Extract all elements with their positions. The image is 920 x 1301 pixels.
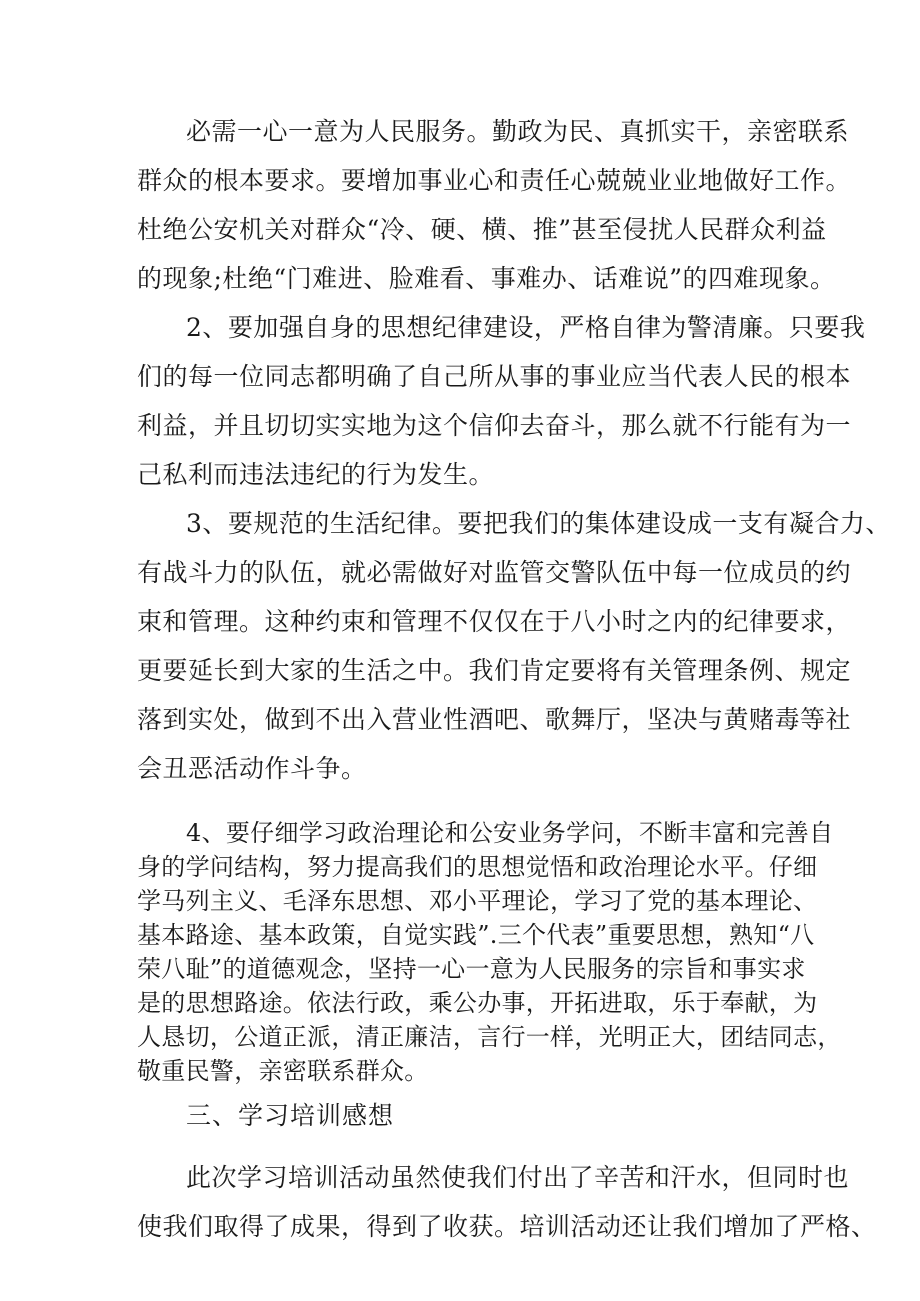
paragraph-line: 4、要仔细学习政治理论和公安业务学问，不断丰富和完善自 (186, 819, 834, 847)
paragraph-line: 人恳切，公道正派，清正廉洁，言行一样，光明正大，团结同志， (137, 1023, 842, 1051)
paragraph-line: 必需一心一意为人民服务。勤政为民、真抓实干，亲密联系 (186, 117, 850, 146)
paragraph-line: 学马列主义、毛泽东思想、邓小平理论，学习了党的基本理论、 (137, 887, 818, 915)
paragraph-line: 2、要加强自身的思想纪律建设，严格自律为警清廉。只要我 (186, 313, 866, 342)
paragraph-line: 基本路途、基本政策，自觉实践”.三个代表”重要思想，熟知“八 (137, 921, 815, 949)
paragraph-line: 此次学习培训活动虽然使我们付出了辛苦和汗水，但同时也 (186, 1163, 850, 1192)
paragraph-line: 3、要规范的生活纪律。要把我们的集体建设成一支有凝合力、 (186, 509, 891, 538)
paragraph-line: 的现象;杜绝“门难进、脸难看、事难办、话难说”的四难现象。 (137, 264, 836, 293)
paragraph-line: 荣八耻”的道德观念，坚持一心一意为人民服务的宗旨和事实求 (137, 955, 806, 983)
paragraph-line: 更要延长到大家的生活之中。我们肯定要将有关管理条例、规定 (137, 656, 852, 685)
paragraph-line: 会丑恶活动作斗争。 (137, 754, 367, 783)
paragraph-line: 利益，并且切切实实地为这个信仰去奋斗，那么就不行能有为一 (137, 411, 852, 440)
paragraph-line: 杜绝公安机关对群众“冷、硬、横、推”甚至侵扰人民群众利益 (137, 215, 827, 244)
paragraph-line: 己私利而违法违纪的行为发生。 (137, 460, 495, 489)
paragraph-line: 敬重民警，亲密联系群众。 (137, 1057, 429, 1085)
paragraph-line: 群众的根本要求。要增加事业心和责任心兢兢业业地做好工作。 (137, 166, 852, 195)
paragraph-line: 是的思想路途。依法行政，乘公办事，开拓进取，乐于奉献，为 (137, 989, 818, 1017)
paragraph-line: 有战斗力的队伍，就必需做好对监管交警队伍中每一位成员的约 (137, 558, 852, 587)
paragraph-line: 身的学问结构，努力提高我们的思想觉悟和政治理论水平。仔细 (137, 853, 818, 881)
section-heading: 三、学习培训感想 (186, 1101, 395, 1130)
paragraph-line: 束和管理。这种约束和管理不仅仅在于八小时之内的纪律要求， (137, 607, 852, 636)
paragraph-line: 使我们取得了成果，得到了收获。培训活动还让我们增加了严格、 (137, 1212, 877, 1241)
paragraph-line: 落到实处，做到不出入营业性酒吧、歌舞厅，坚决与黄赌毒等社 (137, 705, 852, 734)
paragraph-line: 们的每一位同志都明确了自己所从事的事业应当代表人民的根本 (137, 362, 852, 391)
